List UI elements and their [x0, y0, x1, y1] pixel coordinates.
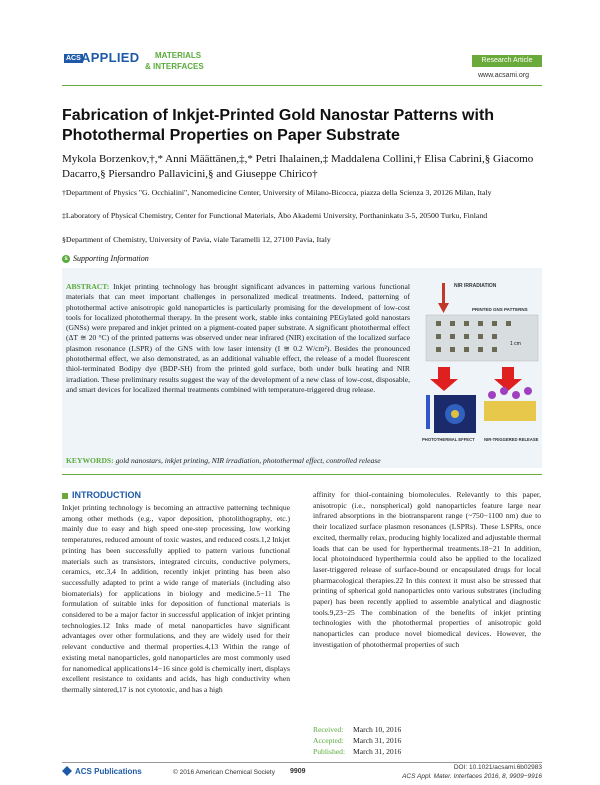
abstract-divider: [62, 474, 542, 475]
affiliation-3: §Department of Chemistry, University of Pavia, viale Taramelli 12, 27100 Pavia, Italy: [62, 235, 331, 244]
intro-left-column: Inkjet printing technology is becoming an attractive patterning technique among other methods (e.g., vapor deposition, photolithography, etc.) mainly due to easy and high speed one-step processing, low working temperatures, reduced amount of toxic wastes, and reduced costs.1,2 Inkjet printing has been successfully applied to pattern various functional materials such as transistors, integrated circuits, conductive polymers, ceramics, etc.3,4 In addition, recently inkjet printing has been also successfully adapted to print a wide range of materials (including also biomaterials) for applications in biology and medicine.5−11 The formulation of suitable inks for deposition of functional materials is considered to be a major factor in successful application of inkjet printing technologies.12 Inks made of metal nanoparticles have significant advantages over other formulations, and they are widely used for their relevant conductive and thermal properties.4,13 Within the range of existing metal nanoparticles, gold nanoparticles are most commonly used for nanomedical applications14−16 since gold is chemically inert, displays excellent resistance to oxidants and acids, has high conductivity when thermally sintered,17 is not cytotoxic, and has a high: [62, 503, 290, 694]
paper-title: Fabrication of Inkjet-Printed Gold Nanostar Patterns with Photothermal Properties on Paper Substrate: [62, 107, 495, 144]
date-accepted-label: Accepted:: [313, 736, 344, 745]
page-number: 9909: [290, 768, 306, 775]
date-published-label: Published:: [313, 747, 346, 756]
journal-logo-interfaces: & INTERFACES: [145, 62, 204, 71]
release-caption: NIR-TRIGGERED RELEASE: [484, 437, 539, 442]
supporting-information-link[interactable]: [62, 254, 149, 263]
date-published-value: March 31, 2016: [353, 747, 402, 756]
left-arrow-stem: [438, 367, 450, 379]
copyright: © 2016 American Chemical Society: [173, 769, 275, 776]
supporting-info-label: Supporting Information: [73, 254, 149, 263]
nir-arrow-icon: [438, 303, 449, 313]
nir-label: NIR IRRADIATION: [454, 283, 497, 289]
printed-patterns-label: PRINTED GNS PATTERNS: [472, 307, 528, 312]
supporting-info-icon: s: [62, 255, 70, 263]
keywords-list: gold nanostars, inkjet printing, NIR irradiation, photothermal effect, controlled release: [115, 456, 381, 465]
abstract-label: ABSTRACT:: [66, 282, 110, 291]
article-type-badge: Research Article: [472, 55, 542, 67]
acs-logo-badge: ACS: [66, 55, 81, 62]
down-arrow-icon-right: [494, 379, 522, 391]
thermal-hotspot: [451, 410, 459, 418]
footer-divider: [62, 762, 542, 763]
header-divider: [62, 85, 542, 86]
doi[interactable]: DOI: 10.1021/acsami.6b02983: [453, 764, 542, 771]
journal-logo-materials: MATERIALS: [155, 51, 202, 60]
keywords-label: KEYWORDS:: [66, 456, 114, 465]
date-received-label: Received:: [313, 725, 344, 734]
section-square-icon: [62, 493, 68, 499]
scale-bar-label: 1 cm: [510, 341, 521, 347]
journal-logo-applied: APPLIED: [81, 50, 140, 65]
date-received-value: March 10, 2016: [353, 725, 402, 734]
right-arrow-stem: [502, 367, 514, 379]
gold-surface: [484, 401, 536, 421]
acs-publications-icon: [62, 766, 72, 776]
date-accepted-value: March 31, 2016: [353, 736, 402, 745]
abstract-body: Inkjet printing technology has brought significant advances in patterning various functional materials that can meet important challenges in personalized medical treatments. Indeed, patterning of photothermal active anisotropic gold nanoparticles is particularly promising for the development of low-cost tools for localized photothermal therapy. In the present work, stable inks containing PEGylated gold nanostars (GNSs) were prepared and inkjet printed on a pigment-coated paper substrate. A significant photothermal effect (ΔT ≅ 20 °C) of the printed patterns was observed under near infrared (NIR) excitation of the localized surface plasmon resonance (LSPR) of the GNS with low laser intensity (I ≅ 0.2 W/cm²). Besides the pronounced photothermal effect, we also demonstrated, as an additional valuable effect, the release of a model fluorescent thiol-terminated Bodipy dye (BDP-SH) from the printed gold surface, both under bulk heating and NIR irradiation. These preliminary results suggest the way of the development of a new class of low-cost, disposable, and smart devices for localized thermal treatments combined with temperature-triggered drug release.: [66, 282, 410, 394]
citation: ACS Appl. Mater. Interfaces 2016, 8, 9909−9916: [402, 773, 542, 780]
publication-dates: [313, 724, 401, 757]
date-received: [313, 724, 401, 735]
affiliation-2: ‡Laboratory of Physical Chemistry, Center for Functional Materials, Åbo Akademi University, Porthaninkatu 3-5, 20500 Turku, Finland: [62, 211, 488, 220]
introduction-heading-label: INTRODUCTION: [72, 490, 141, 500]
introduction-heading: [62, 490, 141, 500]
date-published: [313, 746, 401, 757]
intro-right-column: affinity for thiol-containing biomolecules. Relevantly to this paper, anisotropic (i.e., nonspherical) gold nanoparticles feature large near infrared absorptions in the biotransparent range (~750−1100 nm) due to their localized surface plasmon resonances (LSPRs). These LSPRs, once excited, thermally relax, producing highly localized and adjustable thermal loads that can be used for hyperthermal treatments.18−21 In addition, local photoinduced hyperthermia could also be applied to the localized laser-triggered release of surface-bound or encapsulated drugs for local pharmacological therapies.22 In this context it must also be stressed that printing of spherical gold nanoparticles onto various substrates (including paper) has been recently applied to assemble analytical and diagnostic tools.9,23−25 The combination of the benefits of inkjet printing technologies with the photothermal properties of anisotropic gold nanoparticles can produce novel biomedical devices. However, the investigation of photothermal properties of such: [313, 490, 541, 649]
date-accepted: [313, 735, 401, 746]
thermal-colorbar: [426, 395, 430, 429]
author-list: Mykola Borzenkov,†,* Anni Määttänen,‡,* Petri Ihalainen,‡ Maddalena Collini,† Elisa Cabrini,§ Giacomo Dacarro,§ Piersandro Pallavicini,§ and Giuseppe Chirico†: [62, 153, 534, 180]
affiliation-1: †Department of Physics "G. Occhialini", Nanomedicine Center, University of Milano-Bicocca, piazza della Scienza 3, 20126 Milan, Italy: [62, 188, 492, 197]
toc-graphic: [418, 275, 540, 445]
keywords: [66, 456, 536, 465]
abstract: [66, 282, 410, 395]
photothermal-caption: PHOTOTHERMAL EFFECT: [422, 437, 475, 442]
acs-publications-logo[interactable]: ACS Publications: [75, 767, 142, 776]
down-arrow-icon-left: [430, 379, 458, 391]
journal-url[interactable]: www.acsami.org: [478, 72, 529, 79]
